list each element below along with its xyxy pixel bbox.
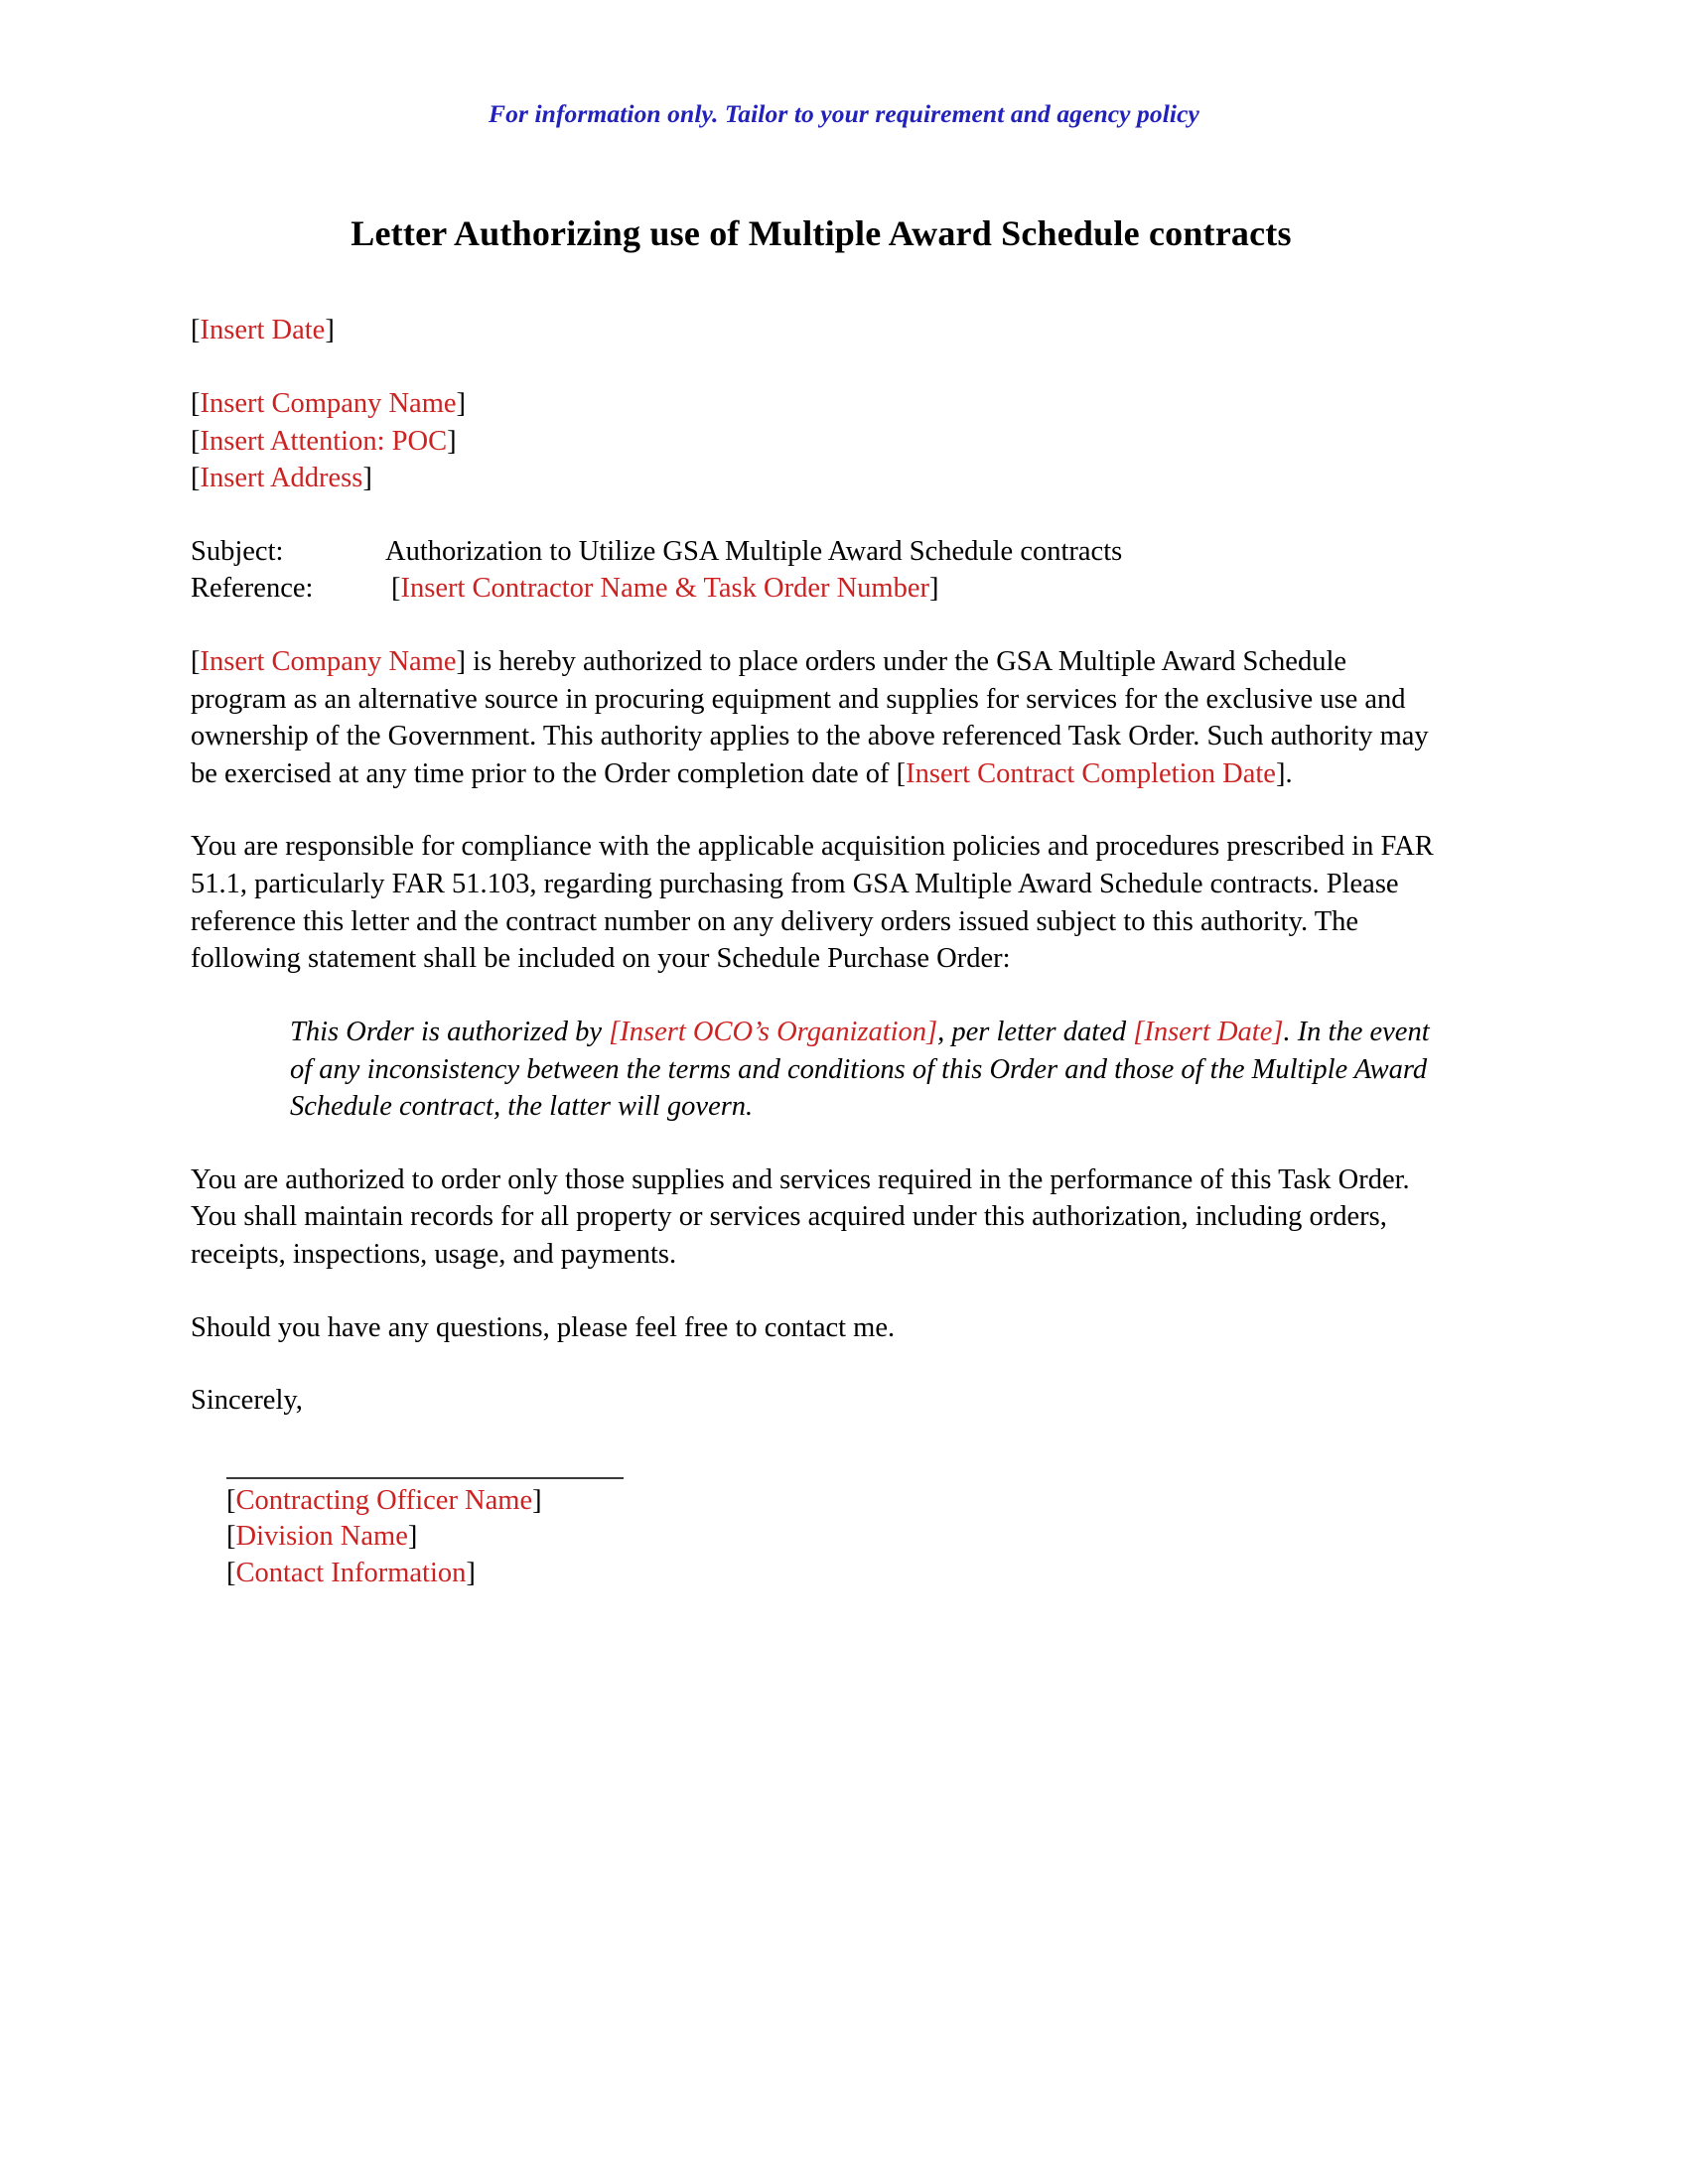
officer-close-bracket: ] — [532, 1484, 542, 1516]
contact-open-bracket: [ — [226, 1557, 236, 1588]
division-open-bracket: [ — [226, 1521, 236, 1553]
reference-open-bracket: [ — [391, 573, 401, 605]
company-placeholder[interactable]: Insert Company Name — [200, 388, 457, 419]
paragraph-authorization — [191, 643, 1442, 792]
reference-row — [191, 570, 1442, 608]
p1-text-a: is hereby authorized to place orders under the GSA Multiple Award Schedule program as an alternative source in procuring equipment and supplies for services for the exclusive use and ownership of the Government. This authority applies to the above referenced Task Order. Such authority may be exercised at any time prior to the Order completion date of — [191, 646, 1429, 789]
attention-open-bracket: [ — [191, 425, 201, 457]
spacer-after-paragraph-1 — [191, 792, 1442, 828]
subject-value: Authorization to Utilize GSA Multiple Award Schedule contracts — [385, 535, 1123, 567]
reference-label: Reference: — [191, 573, 314, 605]
officer-open-bracket: [ — [226, 1484, 236, 1516]
signature-line-contact — [226, 1556, 1442, 1591]
spacer-after-date — [191, 349, 1442, 385]
reference-value — [385, 570, 1442, 608]
quote-text-c: . In the event of any inconsistency between the terms and conditions of this Order and those of the Multiple Award Schedule contract, the latter will govern. — [290, 1016, 1430, 1123]
division-close-bracket: ] — [407, 1521, 418, 1553]
p1-company-open-bracket: [ — [191, 646, 201, 678]
signature-rule — [226, 1477, 624, 1479]
reference-placeholder[interactable]: Insert Contractor Name & Task Order Number — [400, 573, 929, 605]
contact-placeholder[interactable]: Contact Information — [235, 1557, 467, 1588]
date-placeholder[interactable]: Insert Date — [200, 315, 326, 346]
spacer-after-quote — [191, 1126, 1442, 1161]
paragraph-compliance: You are responsible for compliance with the applicable acquisition policies and procedures prescribed in FAR 51.1, particularly FAR 51.103, regarding purchasing from GSA Multiple Award Schedule contracts. Please reference this letter and the contract number on any delivery orders issued subject to this authority. The following statement shall be included on your Schedule Purchase Order: — [191, 831, 1434, 975]
spacer-after-paragraph-2 — [191, 978, 1442, 1014]
spacer-after-reference — [191, 608, 1442, 643]
p1-text-b: . — [1285, 757, 1293, 789]
spacer-after-title — [191, 254, 1442, 312]
address-line-company — [191, 385, 1442, 423]
spacer-signature-space — [191, 1420, 1442, 1477]
closing-salutation: Sincerely, — [191, 1385, 303, 1417]
address-open-bracket: [ — [191, 463, 201, 494]
subject-row — [191, 533, 1442, 571]
paragraph-questions: Should you have any questions, please feel free to contact me. — [191, 1311, 896, 1343]
subject-label: Subject: — [191, 535, 284, 567]
quote-oco-placeholder[interactable]: [Insert OCO’s Organization] — [609, 1016, 938, 1047]
quote-date-placeholder[interactable]: [Insert Date] — [1133, 1016, 1284, 1047]
p1-completion-close-bracket: ] — [1275, 757, 1286, 789]
officer-placeholder[interactable]: Contracting Officer Name — [235, 1484, 533, 1516]
attention-placeholder[interactable]: Insert Attention: POC — [200, 425, 448, 457]
company-open-bracket: [ — [191, 388, 201, 419]
date-line — [191, 312, 1442, 349]
signature-line-officer — [226, 1483, 1442, 1519]
p1-completion-placeholder[interactable]: Insert Contract Completion Date — [906, 757, 1276, 789]
signature-lines — [226, 1483, 1442, 1591]
letter-body — [191, 312, 1442, 1591]
quote-purchase-order-statement — [191, 1014, 1442, 1126]
letter-content — [191, 213, 1442, 1591]
company-close-bracket: ] — [456, 388, 467, 419]
reference-close-bracket: ] — [928, 573, 939, 605]
date-open-bracket: [ — [191, 315, 201, 346]
p1-completion-open-bracket: [ — [896, 757, 907, 789]
page-title: Letter Authorizing use of Multiple Award Schedule contracts — [351, 213, 1292, 253]
attention-close-bracket: ] — [447, 425, 457, 457]
date-close-bracket: ] — [325, 315, 335, 346]
quote-text-a: This Order is authorized by — [290, 1016, 610, 1047]
spacer-after-paragraph-4 — [191, 1346, 1442, 1382]
spacer-after-paragraph-3 — [191, 1274, 1442, 1309]
p1-company-close-bracket: ] — [456, 646, 467, 678]
signature-block — [191, 1477, 1442, 1591]
address-placeholder[interactable]: Insert Address — [200, 463, 363, 494]
division-placeholder[interactable]: Division Name — [235, 1521, 408, 1553]
contact-close-bracket: ] — [466, 1557, 476, 1588]
address-close-bracket: ] — [362, 463, 372, 494]
address-line-address — [191, 460, 1442, 497]
paragraph-ordering-records: You are authorized to order only those supplies and services required in the performance of this Task Order. You shall maintain records for all property or services acquired under this authorization, including orders, receipts, inspections, usage, and payments. — [191, 1163, 1410, 1270]
p1-company-placeholder[interactable]: Insert Company Name — [200, 646, 457, 678]
quote-text-b: , per letter dated — [937, 1016, 1134, 1047]
spacer-after-address — [191, 497, 1442, 533]
address-line-attention — [191, 423, 1442, 461]
header-advisory-note: For information only. Tailor to your requirement and agency policy — [489, 99, 1199, 128]
signature-line-division — [226, 1519, 1442, 1555]
